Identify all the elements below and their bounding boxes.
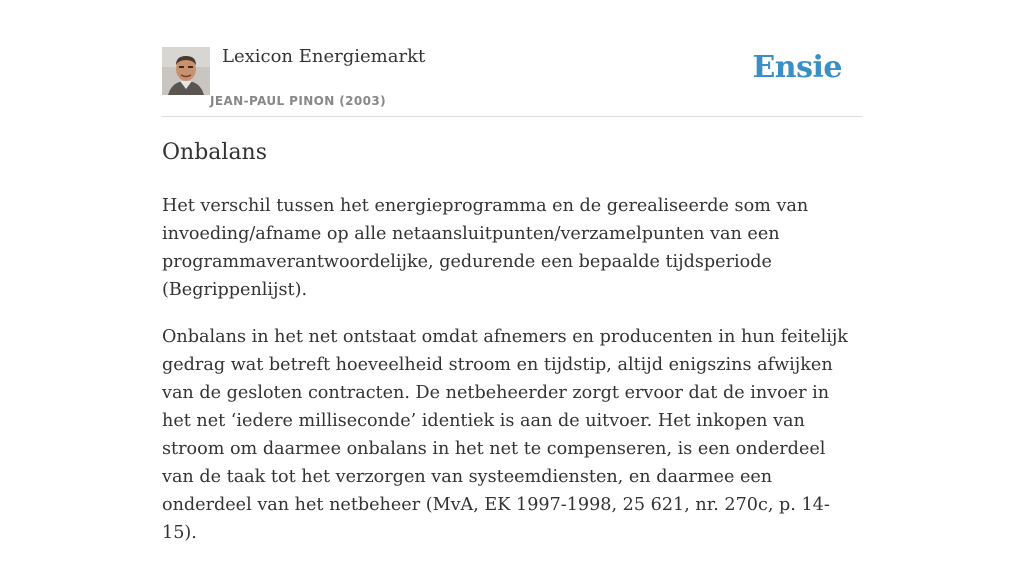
header <box>162 0 862 117</box>
definition-paragraph: Het verschil tussen het energieprogramma en de gerealiseerde som van invoeding/afname op alle netaansluitpunten/verzamelpunten van een programmaverantwoordelijke, gedurende een bepaalde tijdsperiode (Begrippenlijst). <box>162 196 809 300</box>
term-title: Onbalans <box>162 140 268 165</box>
author-name[interactable]: JEAN-PAUL PINON (2003) <box>210 94 387 108</box>
brand-logo[interactable]: Ensie <box>752 50 842 85</box>
explanation-paragraph: Onbalans in het net ontstaat omdat afnemers en producenten in hun feitelijk gedrag wat betreft hoeveelheid stroom en tijdstip, altijd enigszins afwijken van de gesloten contracten. De netbeheerder zorgt ervoor dat de invoer in het net ‘iedere milliseconde’ identiek is aan de uitvoer. Het inkopen van stroom om daarmee onbalans in het net te compenseren, is een onderdeel van de taak tot het verzorgen van systeemdiensten, en daarmee een onderdeel van het netbeheer (MvA, EK 1997-1998, 25 621, nr. 270c, p. 14-15). <box>162 327 848 543</box>
article-body <box>162 192 862 566</box>
dictionary-title[interactable]: Lexicon Energiemarkt <box>222 46 426 67</box>
author-avatar[interactable] <box>162 47 210 95</box>
author-portrait-icon <box>162 47 210 95</box>
